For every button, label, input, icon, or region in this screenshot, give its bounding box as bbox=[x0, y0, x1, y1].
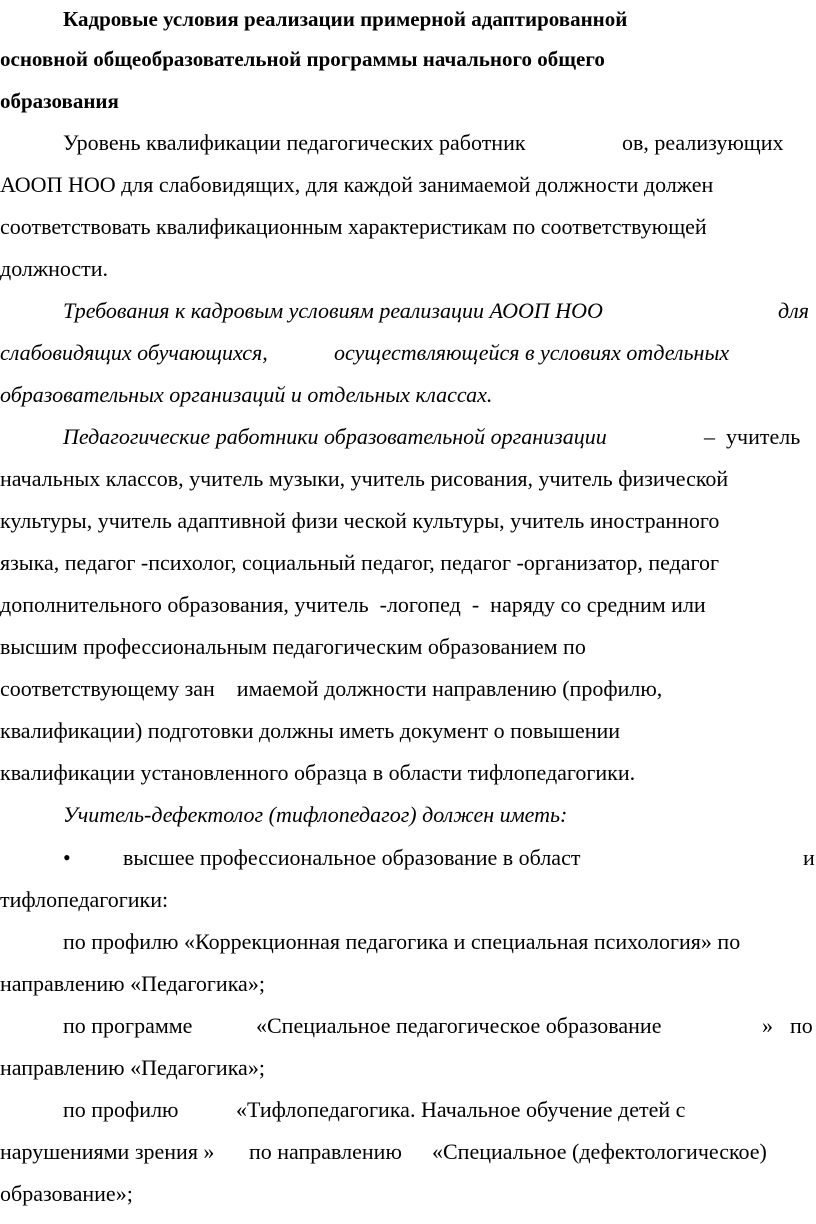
para3-line-8: квалификации) подготовки должны иметь документ о повышении bbox=[0, 718, 621, 743]
bullet-line-2: тифлопедагогики: bbox=[0, 887, 169, 912]
item2-line-1a: по программе bbox=[63, 1013, 193, 1038]
para3-line-1a: Педагогические работники образовательной организации bbox=[63, 424, 607, 449]
para1-line-3: соответствовать квалификационным характеристикам по соответствующей bbox=[0, 214, 707, 239]
para3-line-6: высшим профессиональным педагогическим образованием по bbox=[0, 634, 586, 659]
item3-line-2c: «Специальное (дефектологическое) bbox=[432, 1139, 767, 1164]
para2-line-2b: осуществляющейся в условиях отдельных bbox=[334, 340, 730, 365]
para1-line-4: должности. bbox=[0, 256, 109, 281]
item3-line-3: образование»; bbox=[0, 1181, 133, 1206]
bullet-line-1a: высшее профессиональное образование в област bbox=[123, 845, 581, 870]
para3-line-7: соответствующему зан имаемой должности направлению (профилю, bbox=[0, 676, 663, 701]
item3-line-1a: по профилю bbox=[63, 1097, 179, 1122]
para1-line-1b: ов, реализующих bbox=[622, 130, 784, 155]
item1-line-2: направлению «Педагогика»; bbox=[0, 971, 265, 996]
item3-line-1b: «Тифлопедагогика. Начальное обучение детей с bbox=[236, 1097, 686, 1122]
para3-line-2: начальных классов, учитель музыки, учитель рисования, учитель физической bbox=[0, 466, 729, 491]
item2-line-2: направлению «Педагогика»; bbox=[0, 1055, 265, 1080]
para3-line-5: дополнительного образования, учитель -логопед - наряду со средним или bbox=[0, 592, 706, 617]
para2-line-2a: слабовидящих обучающихся, bbox=[0, 340, 268, 365]
item2-line-1c: » bbox=[762, 1013, 773, 1038]
para2-line-1b: для bbox=[778, 298, 809, 323]
item2-line-1b: «Специальное педагогическое образование bbox=[256, 1013, 662, 1038]
para2-line-3: образовательных организаций и отдельных классах. bbox=[0, 382, 493, 407]
para1-line-1a: Уровень квалификации педагогических работник bbox=[63, 130, 526, 155]
para3-line-3: культуры, учитель адаптивной физи ческой культуры, учитель иностранного bbox=[0, 508, 720, 533]
para4-line-1: Учитель-дефектолог (тифлопедагог) должен иметь: bbox=[63, 802, 568, 827]
title-line-1: Кадровые условия реализации примерной адаптированной bbox=[63, 7, 628, 31]
bullet-line-1b: и bbox=[803, 845, 815, 870]
item1-line-1: по профилю «Коррекционная педагогика и специальная психология» по bbox=[63, 929, 741, 954]
item3-line-2b: по направлению bbox=[249, 1139, 402, 1164]
para2-line-1a: Требования к кадровым условиям реализации АООП НОО bbox=[63, 298, 603, 323]
title-line-2: основной общеобразовательной программы начального общего bbox=[0, 47, 605, 71]
item2-line-1d: по bbox=[790, 1013, 813, 1038]
para3-line-4: языка, педагог -психолог, социальный педагог, педагог -организатор, педагог bbox=[0, 550, 720, 575]
para3-line-1b: – учитель bbox=[704, 424, 801, 449]
para3-line-9: квалификации установленного образца в области тифлопедагогики. bbox=[0, 760, 636, 785]
title-line-3: образования bbox=[0, 89, 119, 113]
para1-line-2: АООП НОО для слабовидящих, для каждой занимаемой должности должен bbox=[0, 172, 714, 197]
bullet-marker: • bbox=[63, 845, 71, 870]
item3-line-2a: нарушениями зрения » bbox=[0, 1139, 215, 1164]
